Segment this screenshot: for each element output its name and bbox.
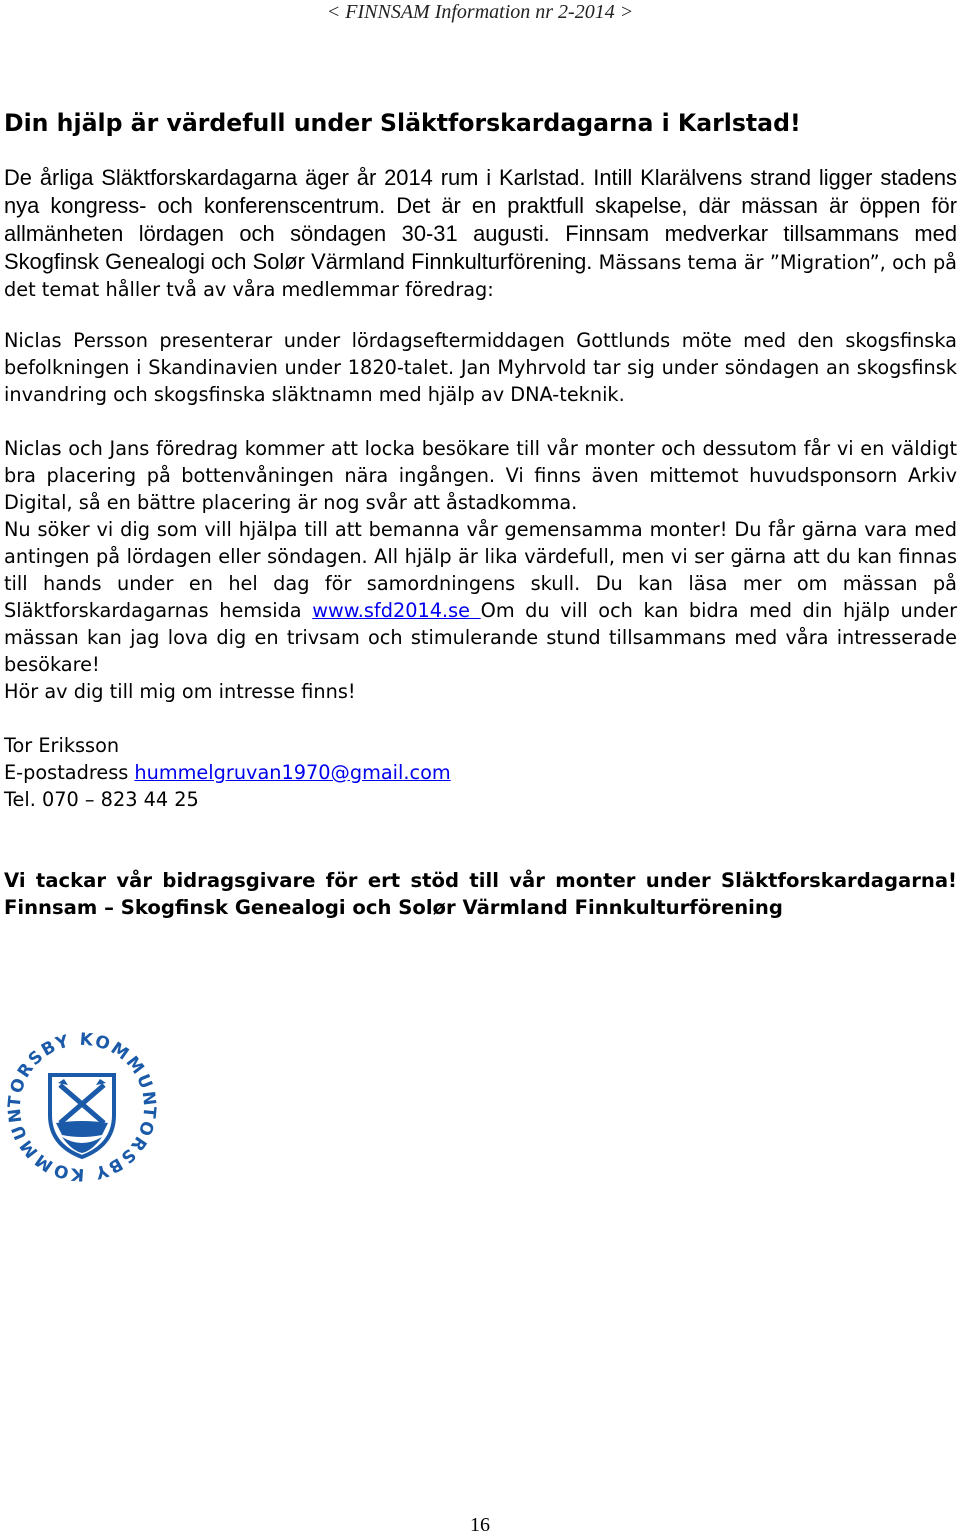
jan-lecture-text: Jan Myhrvold tar sig under söndagen an skogsfinsk invandring och skogsfinska släktnamn med hjälp av DNA-teknik.: [4, 356, 957, 406]
signature-name: Tor Eriksson: [4, 734, 120, 757]
contact-request: Hör av dig till mig om intresse finns!: [4, 680, 356, 703]
svg-text:TORSBY KOMMUN: TORSBY KOMMUN: [4, 1029, 160, 1109]
intro-arial-text: De årliga Släktforskardagarna äger år 2014 rum i Karlstad. Intill Klarälvens strand ligger stadens nya kongress- och konferenscentrum. Det är en praktfull skapelse, där mässan är öppen för allmänheten lördagen och söndagen 30-31 augusti. Finnsam medverkar tillsammans med Skogfinsk Genealogi och Solør Värmland Finnkulturförening.: [4, 165, 957, 274]
email-link[interactable]: hummelgruvan1970@gmail.com: [134, 761, 451, 784]
volunteer-text: Nu söker vi dig som vill hjälpa till att bemanna vår gemensamma monter! Du får gärna vara med antingen på lördagen eller söndagen. All hjälp är lika värdefull, men vi ser gärna att du kan finnas till hands under en hel dag för samordningens skull. Du kan läsa mer om mässan på Släktforskardagarnas hemsida: [4, 518, 957, 622]
niclas-lecture-text: Niclas Persson presenterar under lördagseftermiddagen Gottlunds möte med den skogsfinska befolkningen i Skandinavien under 1820-talet.: [4, 329, 957, 379]
volunteer-text-cont: Om du vill och kan bidra med din hjälp under mässan kan jag lova dig en trivsam och stimulerande stund tillsammans med våra intresserade besökare!: [4, 599, 957, 676]
torsby-kommun-logo: [2, 1023, 162, 1191]
running-header: < FINNSAM Information nr 2-2014 >: [326, 1, 634, 23]
page-number: 16: [470, 1514, 490, 1536]
signature-phone: Tel. 070 – 823 44 25: [4, 788, 199, 811]
lectures-paragraph: [4, 327, 957, 408]
thanks-paragraph: Vi tackar vår bidragsgivare för ert stöd till vår monter under Släktforskardagarna! Finnsam – Skogfinsk Genealogi och Solør Värmland Finnkulturförening: [4, 869, 957, 919]
intro-paragraph: [4, 164, 957, 303]
email-label: E-postadress: [4, 761, 135, 784]
sfd-website-link[interactable]: www.sfd2014.se: [312, 599, 481, 622]
signature: [4, 732, 451, 813]
signature-email-line: [4, 759, 451, 786]
volunteer-paragraph: [4, 516, 957, 678]
intro-verdana-text: Mässans tema är ”Migration”, och på det temat håller två av våra medlemmar föredrag:: [4, 251, 958, 301]
article-title: Din hjälp är värdefull under Släktforskardagarna i Karlstad!: [4, 109, 801, 137]
coat-of-arms-icon: [50, 1075, 114, 1157]
placement-paragraph: Niclas och Jans föredrag kommer att locka besökare till vår monter och dessutom får vi en väldigt bra placering på bottenvåningen nära ingången. Vi finns även mittemot huvudsponsorn Arkiv Digital, så en bättre placering är nog svår att åstadkomma.: [4, 437, 957, 514]
svg-text:TORSBY KOMMUN: TORSBY KOMMUN: [4, 1105, 160, 1185]
